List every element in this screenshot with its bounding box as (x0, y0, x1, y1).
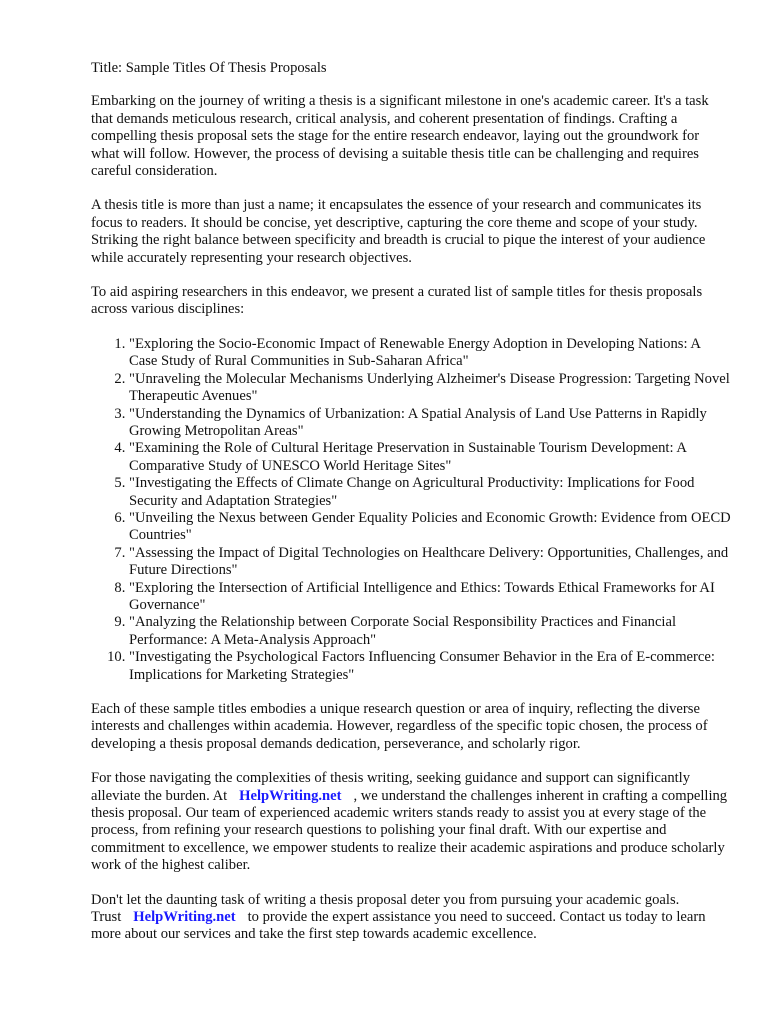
list-item: 1. "Exploring the Socio-Economic Impact of Renewable Energy Adoption in Developing Nations: A Case Study of Rural Communities in Sub-Saharan Africa" (129, 336, 731, 371)
document-title: Title: Sample Titles Of Thesis Proposals (91, 60, 327, 76)
thesis-title-paragraph: A thesis title is more than just a name; it encapsulates the essence of your research and communicates its focus to readers. It should be concise, yet descriptive, capturing the core theme and scope of your study. Striking the right balance between specificity and breadth is crucial to pique the interest of your audience while accurately representing your research objectives. (91, 197, 706, 266)
summary-paragraph: Each of these sample titles embodies a unique research question or area of inquiry, reflecting the diverse interests and challenges within academia. However, regardless of the specific topic chosen, the process of developing a thesis proposal demands dedication, perseverance, and scholarly rigor. (91, 701, 708, 752)
list-item: 3. "Understanding the Dynamics of Urbanization: A Spatial Analysis of Land Use Patterns in Rapidly Growing Metropolitan Areas" (129, 406, 731, 441)
helpwriting-link[interactable]: HelpWriting.net (239, 787, 342, 804)
list-item: 2. "Unraveling the Molecular Mechanisms Underlying Alzheimer's Disease Progression: Targeting Novel Therapeutic Avenues" (129, 371, 731, 406)
list-item: 8. "Exploring the Intersection of Artificial Intelligence and Ethics: Towards Ethical Frameworks for AI Governance" (129, 580, 731, 615)
document-page (91, 60, 731, 961)
list-item: 10. "Investigating the Psychological Factors Influencing Consumer Behavior in the Era of E-commerce: Implications for Marketing Strategies" (129, 649, 731, 684)
list-item: 9. "Analyzing the Relationship between Corporate Social Responsibility Practices and Financial Performance: A Meta-Analysis Approach" (129, 614, 731, 649)
list-intro-paragraph: To aid aspiring researchers in this endeavor, we present a curated list of sample titles for thesis proposals across various disciplines: (91, 284, 703, 318)
list-item: 7. "Assessing the Impact of Digital Technologies on Healthcare Delivery: Opportunities, Challenges, and Future Directions" (129, 545, 731, 580)
list-item: 6. "Unveiling the Nexus between Gender Equality Policies and Economic Growth: Evidence from OECD Countries" (129, 510, 731, 545)
closing-text-before: Don't let the daunting task of writing a thesis proposal deter you from pursuing your academic goals. Trust (91, 891, 680, 926)
list-item: 4. "Examining the Role of Cultural Heritage Preservation in Sustainable Tourism Development: A Comparative Study of UNESCO World Heritage Sites" (129, 440, 731, 475)
closing-text-after: to provide the expert assistance you need to succeed. Contact us today to learn more about our services and take the first step towards academic excellence. (91, 909, 706, 943)
intro-paragraph: Embarking on the journey of writing a thesis is a significant milestone in one's academic career. It's a task that demands meticulous research, critical analysis, and coherent presentation of findings. Crafting a compelling thesis proposal sets the stage for the entire research endeavor, laying out the groundwork for what will follow. However, the process of devising a suitable thesis title can be challenging and requires careful consideration. (91, 93, 709, 180)
helpwriting-link[interactable]: HelpWriting.net (133, 909, 236, 926)
sample-titles-list (91, 336, 731, 684)
closing-paragraph (91, 892, 731, 944)
guidance-text-after: , we understand the challenges inherent in crafting a compelling thesis proposal. Our team of experienced academic writers stands ready to assist you at every stage of the process, from refining your research questions to polishing your final draft. With our expertise and commitment to excellence, we empower students to realize their academic aspirations and produce scholarly work of the highest caliber. (91, 787, 728, 874)
guidance-text-before: For those navigating the complexities of thesis writing, seeking guidance and support can significantly alleviate the burden. At (91, 770, 691, 804)
list-item: 5. "Investigating the Effects of Climate Change on Agricultural Productivity: Implications for Food Security and Adaptation Strategies" (129, 475, 731, 510)
guidance-paragraph (91, 770, 731, 874)
